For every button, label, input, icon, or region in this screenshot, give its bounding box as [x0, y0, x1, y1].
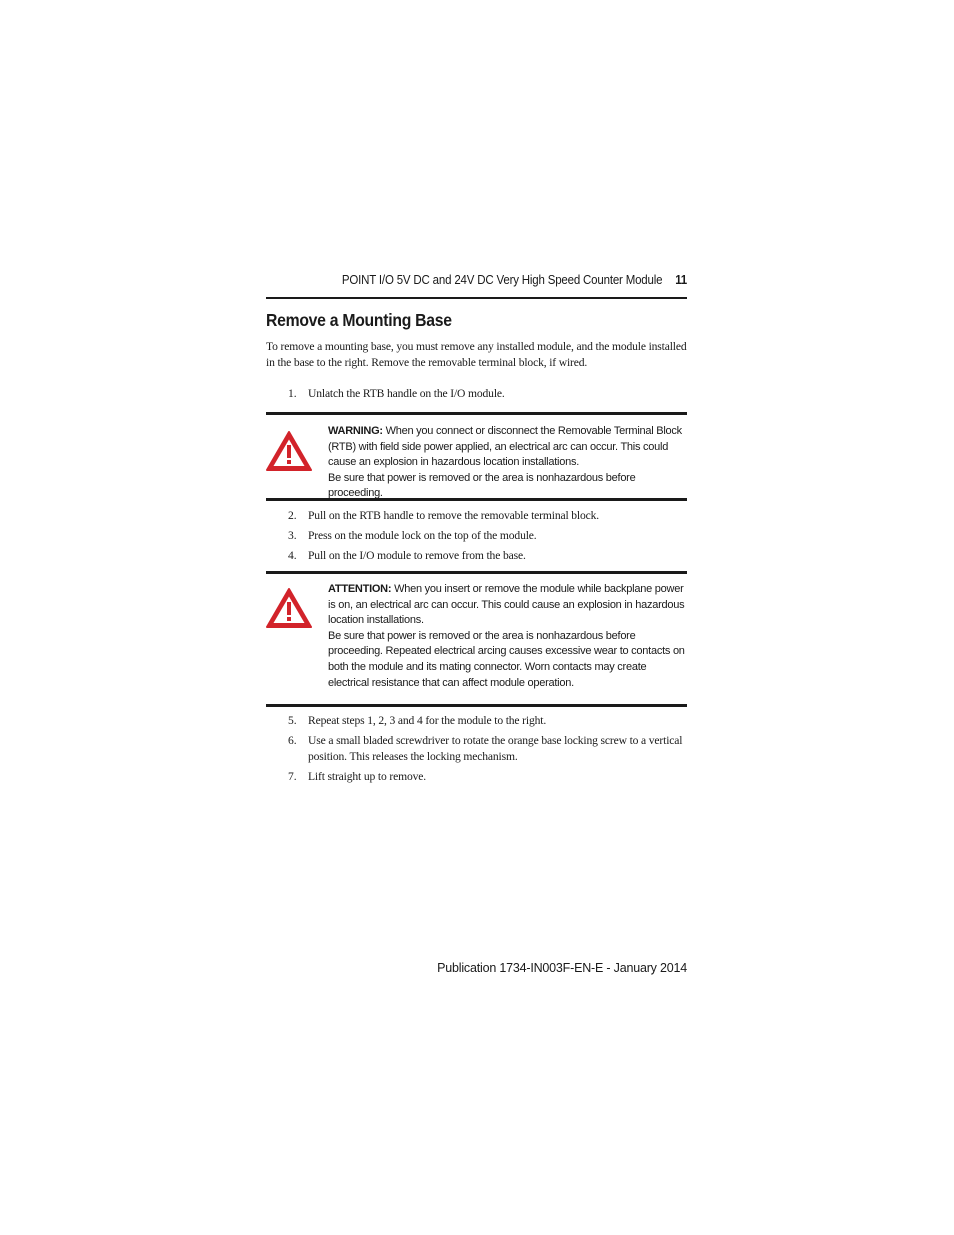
step-2	[288, 508, 687, 524]
step-text: Unlatch the RTB handle on the I/O module.	[308, 387, 505, 400]
warning-text	[328, 424, 687, 502]
step-number: 1.	[288, 387, 297, 400]
page-number: 11	[675, 273, 687, 287]
warning-notice	[266, 412, 687, 501]
step-text: Repeat steps 1, 2, 3 and 4 for the module to the right.	[308, 714, 547, 727]
step-7	[288, 769, 687, 785]
warning-triangle-icon	[266, 587, 312, 629]
attention-text	[328, 582, 687, 691]
attention-line-2: Be sure that power is removed or the area is nonhazardous before proceeding. Repeated electrical arcing causes excessive wear to contacts on both the module and its mating connector. Worn contacts may create electrical resistance that can affect module operation.	[328, 629, 685, 689]
attention-label: ATTENTION:	[328, 583, 392, 595]
step-text: Lift straight up to remove.	[308, 770, 426, 783]
running-header-title: POINT I/O 5V DC and 24V DC Very High Speed Counter Module	[341, 273, 663, 287]
step-1	[288, 386, 687, 402]
warning-message: When you connect or disconnect the Removable Terminal Block (RTB) with field side power applied, an electrical arc can occur. This could cause an explosion in hazardous location installations.	[328, 425, 682, 469]
attention-notice	[266, 571, 687, 707]
intro-paragraph: To remove a mounting base, you must remove any installed module, and the module installed in the base to the right. Remove the removable terminal block, if wired.	[266, 340, 687, 369]
attention-line-1	[328, 582, 687, 629]
document-page	[266, 0, 687, 1235]
step-text: Pull on the RTB handle to remove the removable terminal block.	[308, 509, 600, 522]
step-number: 3.	[288, 529, 297, 542]
step-text: Pull on the I/O module to remove from the base.	[308, 549, 526, 562]
step-number: 7.	[288, 770, 297, 783]
publication-footer: Publication 1734-IN003F-EN-E - January 2014	[437, 961, 687, 975]
step-5	[288, 713, 687, 729]
warning-label: WARNING:	[328, 425, 383, 437]
running-header	[300, 273, 687, 287]
warning-line-2: Be sure that power is removed or the area is nonhazardous before proceeding.	[328, 471, 636, 500]
step-number: 2.	[288, 509, 297, 522]
step-6	[288, 733, 687, 765]
step-number: 4.	[288, 549, 297, 562]
warning-triangle-icon	[266, 430, 312, 472]
step-number: 5.	[288, 714, 297, 727]
warning-line-1	[328, 424, 687, 471]
section-title: Remove a Mounting Base	[266, 310, 452, 330]
step-text: Use a small bladed screwdriver to rotate the orange base locking screw to a vertical position. This releases the locking mechanism.	[308, 734, 683, 763]
step-number: 6.	[288, 734, 297, 747]
step-4	[288, 548, 687, 564]
step-text: Press on the module lock on the top of the module.	[308, 529, 537, 542]
attention-message: When you insert or remove the module while backplane power is on, an electrical arc can occur. This could cause an explosion in hazardous location installations.	[328, 583, 685, 627]
step-3	[288, 528, 687, 544]
header-rule	[266, 297, 687, 299]
